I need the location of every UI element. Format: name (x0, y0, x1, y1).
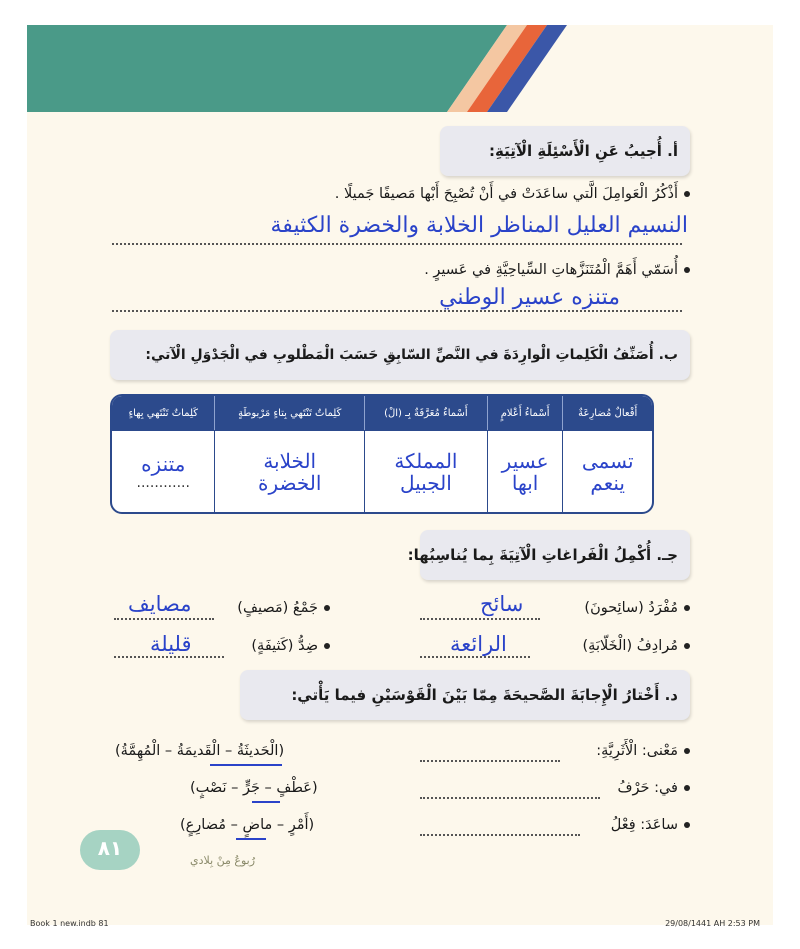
choice-item-1: مَعْنى: الْأَثَرِيَّةِ: (596, 743, 690, 759)
fill-answer-3: الرائعة (450, 632, 507, 656)
bullet-icon (684, 643, 690, 649)
answer-a2: متنزه عسير الوطني (439, 285, 620, 310)
print-timestamp: 29/08/1441 AH 2:53 PM (665, 919, 760, 928)
section-d-heading: د. أَخْتارُ الْإِجابَةَ الصَّحيحَةَ مِمّا بَيْنَ الْقَوْسَيْنِ فيما يَأْتي: (240, 670, 690, 720)
answer-line-a1 (112, 243, 682, 245)
choice-options-2: (عَطْفٍ – جَرٍّ – نَصْبٍ) (190, 780, 318, 796)
question-a1: أَذْكُرُ الْعَوامِلَ الَّتي ساعَدَتْ في أَنْ تُصْبِحَ أَبْها مَصيفًا جَميلًا . (335, 186, 690, 202)
choice-line-1 (420, 760, 560, 762)
bullet-icon (684, 822, 690, 828)
file-info: Book 1 new.indb 81 (30, 919, 109, 928)
choice-item-3: ساعَدَ: فِعْلُ (611, 817, 690, 833)
section-a-heading: أ. أُجيبُ عَنِ الْأَسْئِلَةِ الْآتِيَةِ: (440, 126, 690, 176)
selected-answer-underline (236, 838, 266, 840)
fill-answer-2: مصايف (128, 592, 192, 616)
fill-item-1: مُفْرَدُ (سائِحونَ) (584, 600, 690, 616)
classification-table (110, 394, 654, 514)
table-header-cell: أَسْماءٌ مُعَرَّفَةٌ بِـ (الْ) (364, 396, 487, 430)
bullet-icon (324, 605, 330, 611)
section-c-heading: جـ. أُكْمِلُ الْفَراغاتِ الْآتِيَةَ بِما يُناسِبُها: (420, 530, 690, 580)
fill-item-2: جَمْعُ (مَصيفٍ) (237, 600, 330, 616)
page-number-badge: ٨١ (80, 830, 140, 870)
table-cell: الخلابة الخضرة (214, 430, 364, 512)
section-b-heading: ب. أُصَنِّفُ الْكَلِماتِ الْوارِدَةَ في النَّصِّ السّابِقِ حَسَبَ الْمَطْلوبِ في الْجَدْوَلِ الْآتي: (110, 330, 690, 380)
choice-options-3: (أَمْرٍ – ماضٍ – مُضارِعٍ) (180, 817, 315, 833)
table-cell: متنزه ............ (112, 430, 214, 512)
fill-item-4: ضِدُّ (كَثيفَةٍ) (251, 638, 330, 654)
table-header-cell: أَفْعالٌ مُضارِعَةٌ (562, 396, 652, 430)
answer-a1: النسيم العليل المناظر الخلابة والخضرة الكثيفة (270, 213, 688, 238)
table-header-cell: أَسْماءُ أَعْلامٍ (487, 396, 563, 430)
selected-answer-underline (210, 764, 282, 766)
fill-answer-4: قليلة (150, 632, 192, 656)
fill-line-2 (114, 618, 214, 620)
book-label: رُبوعُ مِنْ بِلادي (190, 854, 256, 867)
table-cell: المملكة الجبيل (364, 430, 487, 512)
bullet-icon (324, 643, 330, 649)
bullet-icon (684, 191, 690, 197)
question-a2: أُسَمّي أَهَمَّ الْمُتَنَزَّهاتِ السِّياحِيَّةِ في عَسيرٍ . (424, 262, 690, 278)
choice-line-2 (420, 797, 600, 799)
bullet-icon (684, 267, 690, 273)
fill-line-3 (420, 656, 530, 658)
choice-item-2: في: حَرْفُ (617, 780, 690, 796)
table-row (112, 430, 652, 512)
table-header-cell: كَلِماتٌ تَنْتَهي بِتاءٍ مَرْبوطَةٍ (214, 396, 364, 430)
fill-answer-1: سائح (480, 592, 524, 616)
bullet-icon (684, 748, 690, 754)
table-cell: عسير ابها (487, 430, 563, 512)
fill-item-3: مُرادِفُ (الْخَلّابَةِ) (583, 638, 690, 654)
bullet-icon (684, 605, 690, 611)
table-header-cell: كَلِماتٌ تَنْتَهي بِهاءٍ (112, 396, 214, 430)
table-cell: تسمى ينعم (562, 430, 652, 512)
choice-line-3 (420, 834, 580, 836)
fill-line-4 (114, 656, 224, 658)
bullet-icon (684, 785, 690, 791)
choice-options-1: (الْحَديثَةُ – الْقَديمَةُ – الْمُهِمَّةُ) (115, 743, 285, 759)
header-banner (27, 25, 773, 112)
answer-line-a2 (112, 310, 682, 312)
table-header-row (112, 396, 652, 430)
fill-line-1 (420, 618, 540, 620)
selected-answer-underline (252, 801, 280, 803)
